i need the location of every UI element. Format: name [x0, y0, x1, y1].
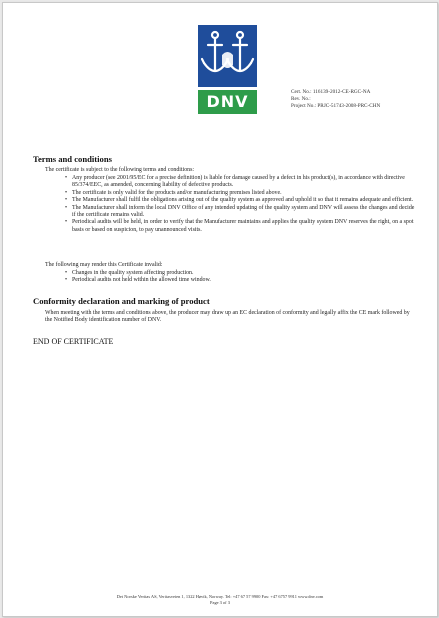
list-item: • The Manufacturer shall fulfil the obligations arising out of the quality system as approved and uphold it so that it remains adequate and efficient. [65, 197, 414, 204]
cert-number: Cert. No.: 116139-2012-CE-RGC-NA [291, 89, 371, 95]
list-item: • The Manufacturer shall inform the local DNV Office of any intended updating of the quality system and DNV will assess the changes and decide if the certificate remains valid. [65, 204, 415, 219]
logo-wordmark: DNV [206, 92, 249, 111]
certificate-page [2, 2, 438, 617]
project-number: Project No.: PRJC-51743-2008-PRC-CHN [291, 103, 381, 109]
logo-emblem-panel [198, 25, 257, 87]
terms-intro: The certificate is subject to the following terms and conditions: [45, 167, 195, 173]
list-item: • The certificate is only valid for the products and/or manufacturing premises listed above. [65, 189, 282, 196]
certificate-reference [291, 89, 380, 110]
list-item: • Periodical audits not held within the allowed time window. [65, 277, 211, 284]
footer-address: Det Norske Veritas AS, Veritasveien 1, 1322 Høvik, Norway. Tel: +47 67 57 9900 Fax: +47 6757 9911 www.dnv.com [116, 594, 324, 599]
page-footer [3, 594, 437, 606]
list-item: • Changes in the quality system affecting production. [65, 270, 194, 276]
dnv-logo [198, 25, 257, 115]
terms-heading: Terms and conditions [33, 154, 112, 164]
rev-number: Rev. No.: [291, 96, 311, 102]
invalid-list [45, 270, 417, 285]
list-item: • Periodical audits will be held, in order to verify that the Manufacturer maintains and applies the quality system DNV reserves the right, on a spot basis or based on suspicion, to pay unannounced visits. [65, 219, 414, 233]
anchors-icon [198, 25, 257, 87]
terms-list [45, 175, 417, 234]
page-number: Page 3 of 3 [210, 600, 230, 605]
end-of-certificate: END OF CERTIFICATE [33, 337, 114, 346]
conformity-text: When meeting with the terms and conditions above, the producer may draw up an EC declaration of conformity and legally affix the CE mark followed by the Notified Body identification number of DNV. [45, 310, 410, 324]
conformity-heading: Conformity declaration and marking of product [33, 296, 210, 306]
list-item: • Any producer (see 2001/95/EC for a precise definition) is liable for damage caused by a defect in his product(s), in accordance with directive 85/374/EEC, as amended, concerning liability of defective products. [65, 175, 405, 189]
invalid-intro: The following may render this Certificate invalid: [45, 262, 163, 268]
